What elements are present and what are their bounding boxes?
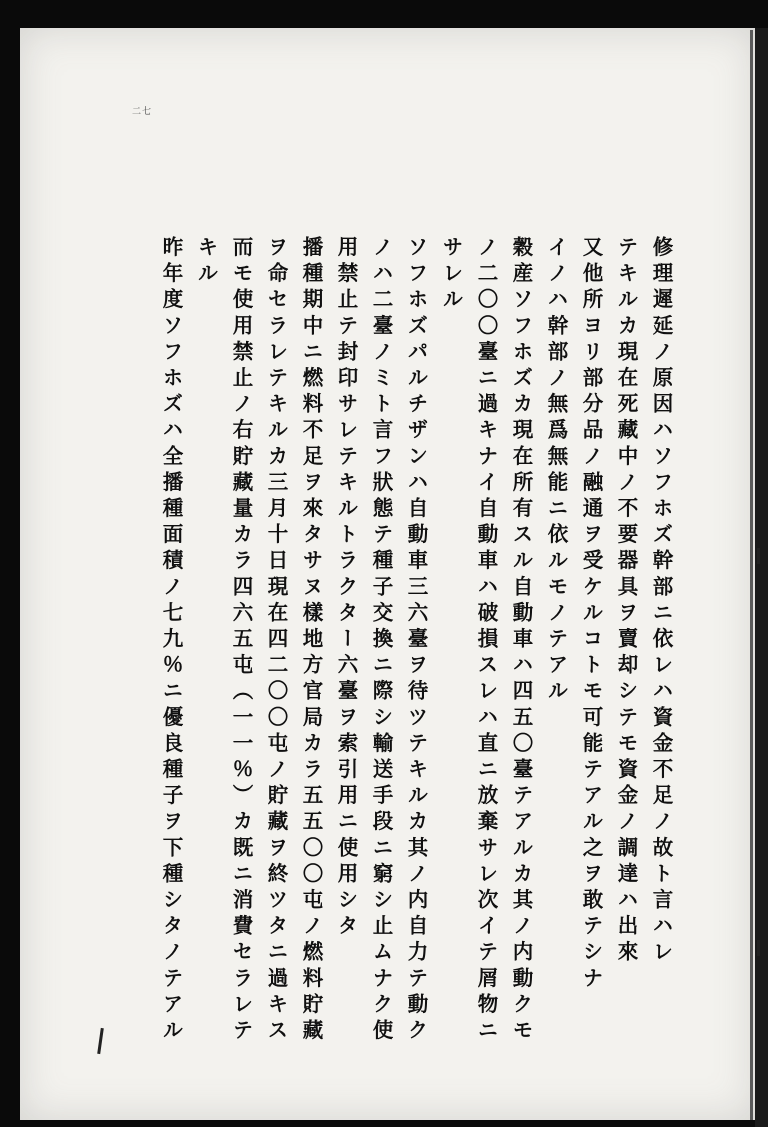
text-column: イノハ幹部ノ無爲無能ニ依ルモノテアル <box>544 236 568 706</box>
text-column: 修理遲延ノ原因ハソフホズ幹部ニ依レハ資金不足ノ故ト言ハレ <box>649 236 673 967</box>
text-column: ヲ命セラレテキルカ三月十日現在四二〇〇屯ノ貯藏ヲ終ツタニ過キス <box>264 236 288 1046</box>
scan-top-border <box>0 0 768 30</box>
text-column: テキルカ現在死藏中ノ不要器具ヲ賣却シテモ資金ノ調達ハ出來 <box>614 236 638 967</box>
text-column: ノハ二臺ノミト言フ狀態テ種子交換ニ際シ輸送手段ニ窮シ止ムナク使 <box>369 236 393 1046</box>
text-column: 而モ使用禁止ノ右貯藏量カラ四六五屯（一一％）カ既ニ消費セラレテ <box>229 236 253 1046</box>
scan-right-border <box>755 28 768 1127</box>
page-number: 二七 <box>132 107 153 117</box>
margin-binding-mark <box>757 548 760 564</box>
text-column: 又他所ヨリ部分品ノ融通ヲ受ケルコトモ可能テアル之ヲ敢テシナ <box>579 236 603 993</box>
text-column: 穀産ソフホズカ現在所有スル自動車ハ四五〇臺テアルカ其ノ内動クモ <box>509 236 533 1046</box>
text-column: ノ二〇〇臺ニ過キナイ自動車ハ破損スレハ直ニ放棄サレ次イテ屑物ニ <box>474 236 498 1046</box>
text-column: サレル <box>439 236 463 315</box>
margin-binding-mark <box>757 940 760 956</box>
text-column: 昨年度ソフホズハ全播種面積ノ七九％ニ優良種子ヲ下種シタノテアル <box>159 236 183 1046</box>
text-column: 播種期中ニ燃料不足ヲ來タサヌ樣地方官局カラ五五〇〇屯ノ燃料貯藏 <box>299 236 323 1046</box>
page-edge-line <box>750 30 753 1120</box>
text-column: キル <box>194 236 218 289</box>
vertical-text-body <box>153 236 678 1045</box>
text-column: ソフホズパルチザンハ自動車三六臺ヲ待ツテキルカ其ノ内自力テ動ク <box>404 236 428 1046</box>
text-column: 用禁止テ封印サレテキルトラクター六臺ヲ索引用ニ使用シタ <box>334 236 358 941</box>
